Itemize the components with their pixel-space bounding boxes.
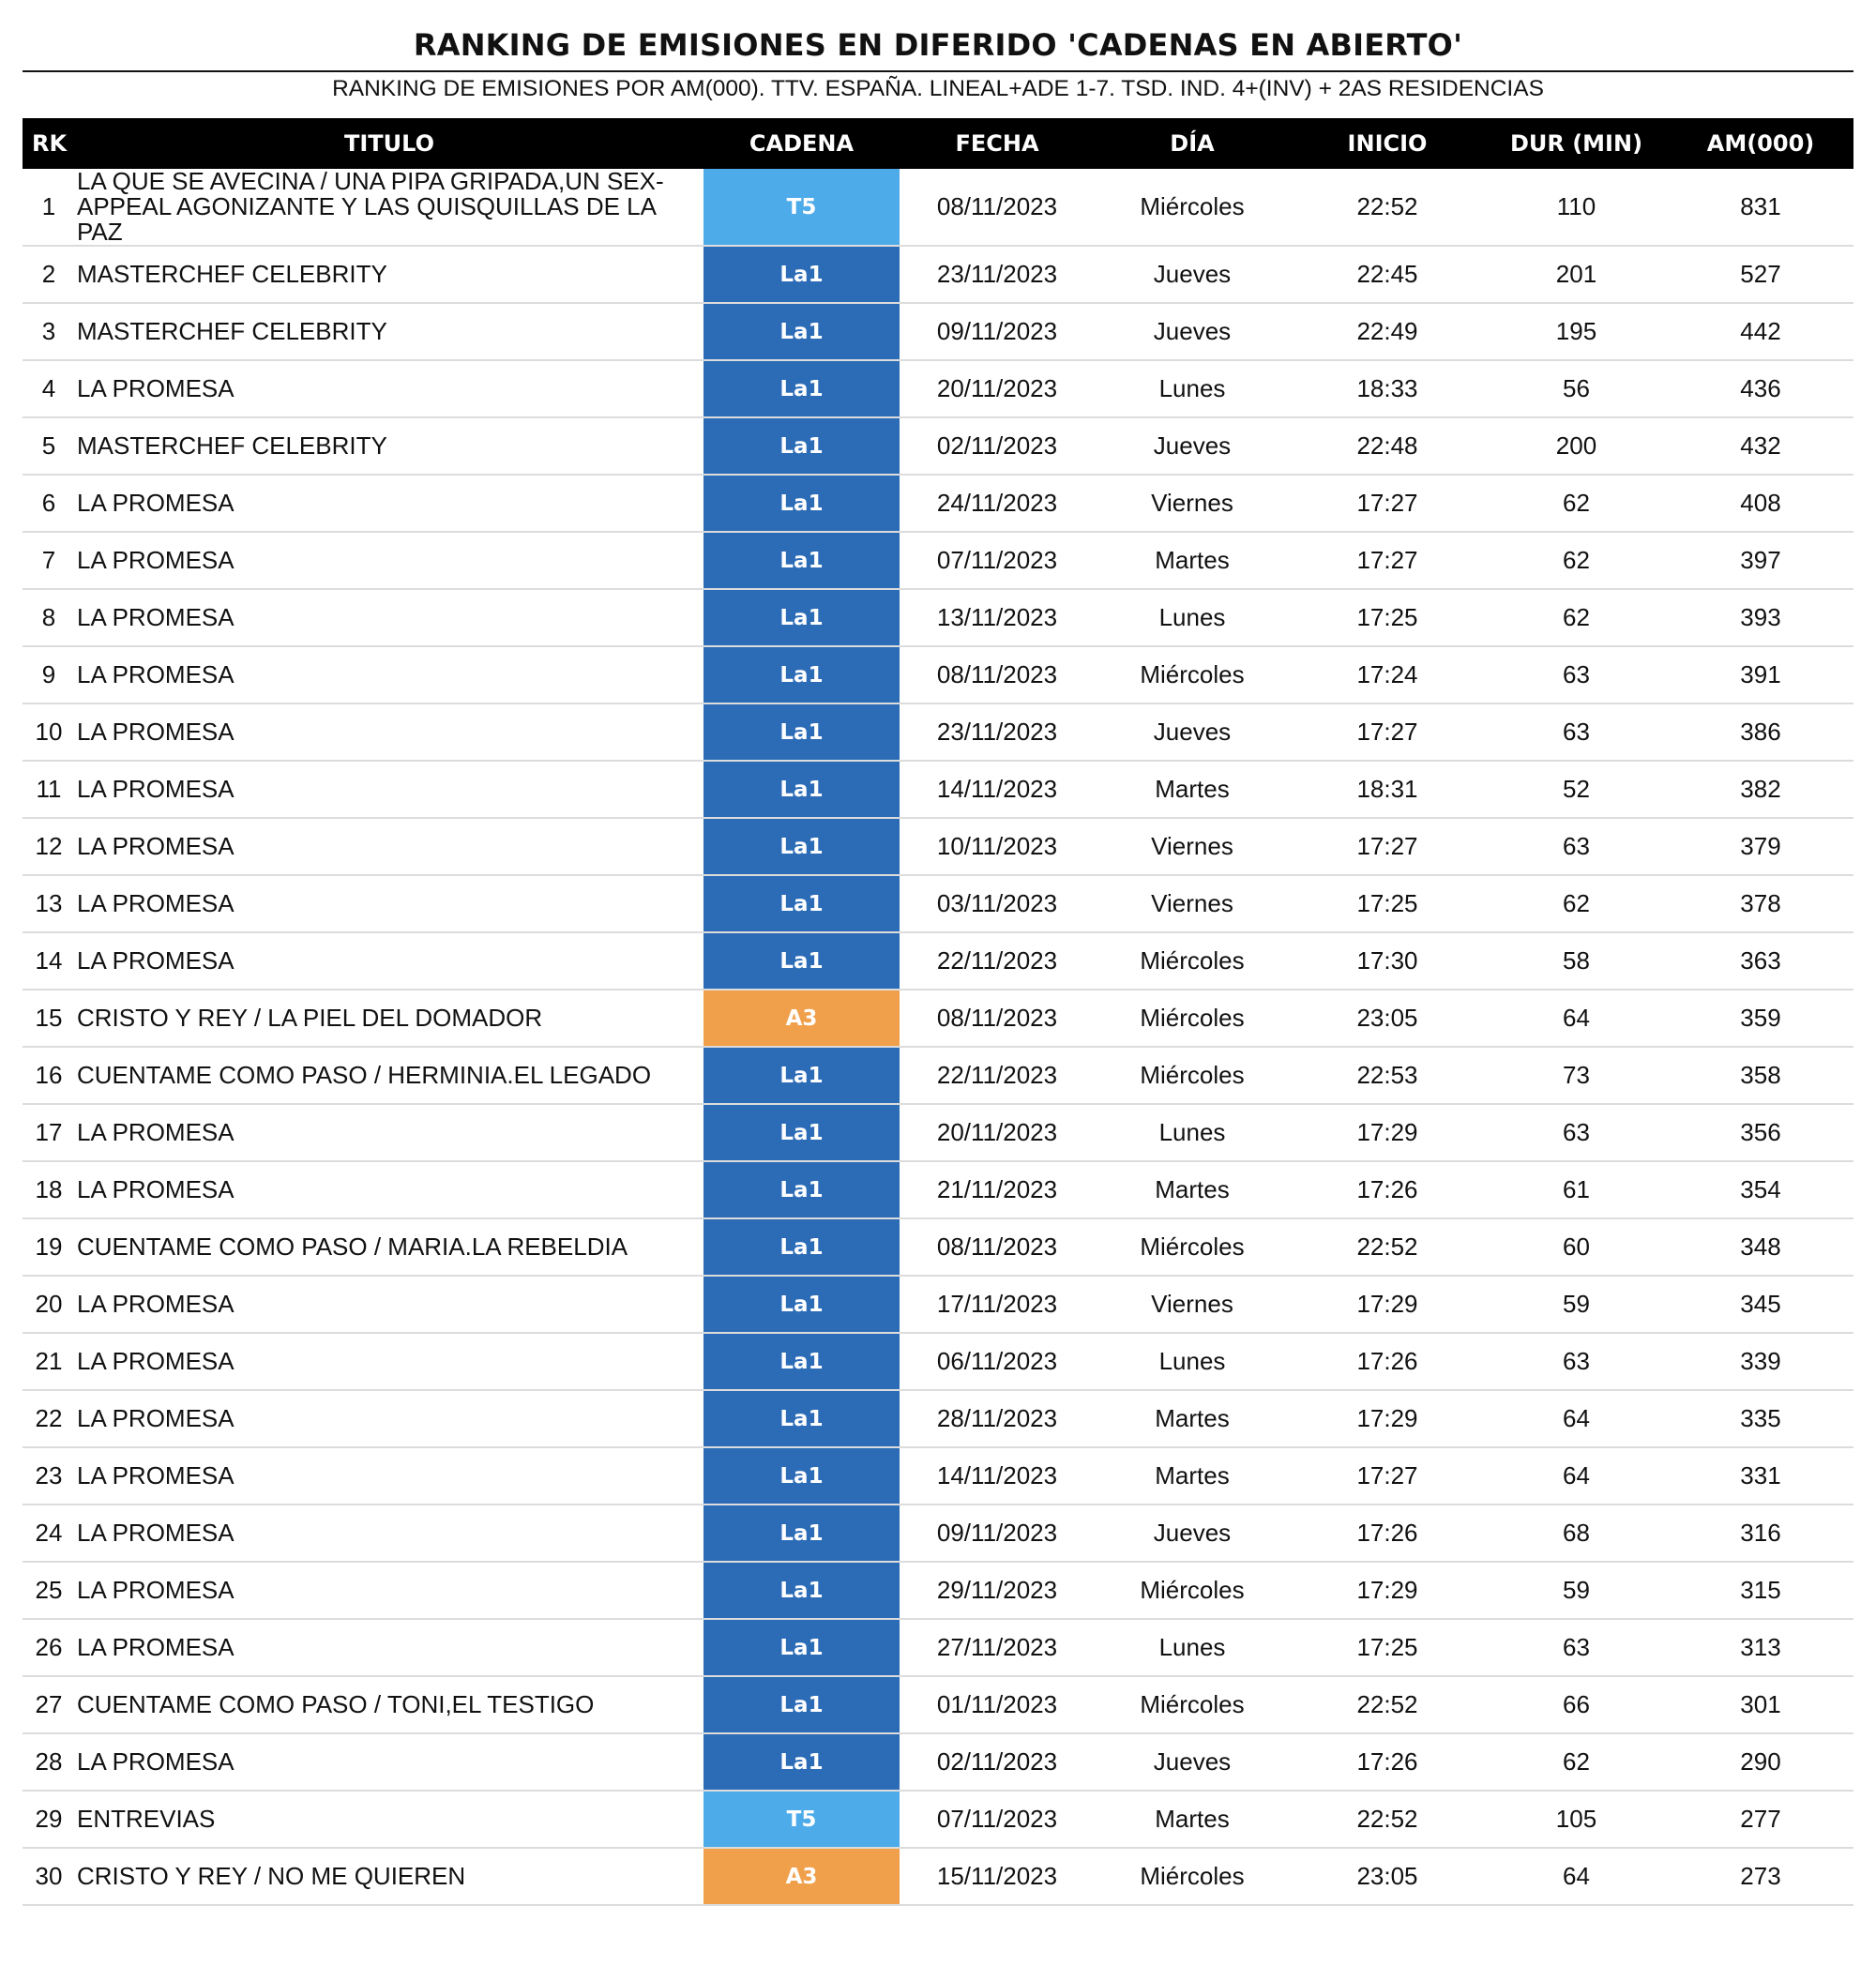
title-cell: MASTERCHEF CELEBRITY — [75, 303, 704, 360]
title-cell: CUENTAME COMO PASO / HERMINIA.EL LEGADO — [75, 1047, 704, 1104]
header-fecha: FECHA — [900, 118, 1095, 169]
table-row — [23, 1447, 1853, 1505]
rank-cell: 26 — [23, 1619, 75, 1676]
title-cell: MASTERCHEF CELEBRITY — [75, 417, 704, 475]
audience-cell: 348 — [1668, 1218, 1853, 1276]
start-time-cell: 23:05 — [1290, 990, 1485, 1047]
start-time-cell: 22:52 — [1290, 1218, 1485, 1276]
start-time-cell: 18:33 — [1290, 360, 1485, 417]
day-cell: Miércoles — [1095, 1218, 1290, 1276]
table-row — [23, 1505, 1853, 1562]
audience-cell: 335 — [1668, 1390, 1853, 1447]
table-row — [23, 417, 1853, 475]
date-cell: 29/11/2023 — [900, 1562, 1095, 1619]
channel-badge: La1 — [704, 1505, 900, 1562]
channel-badge: La1 — [704, 932, 900, 990]
day-cell: Martes — [1095, 532, 1290, 589]
duration-cell: 64 — [1485, 1848, 1668, 1905]
start-time-cell: 17:29 — [1290, 1104, 1485, 1161]
day-cell: Miércoles — [1095, 1562, 1290, 1619]
table-row — [23, 1733, 1853, 1791]
start-time-cell: 17:27 — [1290, 818, 1485, 875]
day-cell: Miércoles — [1095, 646, 1290, 703]
date-cell: 14/11/2023 — [900, 1447, 1095, 1505]
table-row — [23, 246, 1853, 303]
rank-cell: 4 — [23, 360, 75, 417]
audience-cell: 831 — [1668, 169, 1853, 246]
rank-cell: 18 — [23, 1161, 75, 1218]
start-time-cell: 17:24 — [1290, 646, 1485, 703]
start-time-cell: 17:26 — [1290, 1333, 1485, 1390]
start-time-cell: 17:29 — [1290, 1390, 1485, 1447]
date-cell: 22/11/2023 — [900, 932, 1095, 990]
header-am: AM(000) — [1668, 118, 1853, 169]
channel-badge: La1 — [704, 1562, 900, 1619]
audience-cell: 379 — [1668, 818, 1853, 875]
start-time-cell: 17:25 — [1290, 1619, 1485, 1676]
audience-cell: 408 — [1668, 475, 1853, 532]
title-cell: LA PROMESA — [75, 761, 704, 818]
channel-badge: La1 — [704, 1676, 900, 1733]
channel-badge: La1 — [704, 303, 900, 360]
date-cell: 13/11/2023 — [900, 589, 1095, 646]
duration-cell: 68 — [1485, 1505, 1668, 1562]
rank-cell: 24 — [23, 1505, 75, 1562]
rank-cell: 9 — [23, 646, 75, 703]
duration-cell: 63 — [1485, 1104, 1668, 1161]
duration-cell: 59 — [1485, 1562, 1668, 1619]
duration-cell: 64 — [1485, 1390, 1668, 1447]
table-row — [23, 1047, 1853, 1104]
audience-cell: 442 — [1668, 303, 1853, 360]
date-cell: 02/11/2023 — [900, 417, 1095, 475]
channel-badge: La1 — [704, 1218, 900, 1276]
table-row — [23, 1791, 1853, 1848]
start-time-cell: 23:05 — [1290, 1848, 1485, 1905]
table-row — [23, 818, 1853, 875]
date-cell: 24/11/2023 — [900, 475, 1095, 532]
date-cell: 07/11/2023 — [900, 1791, 1095, 1848]
table-row — [23, 1390, 1853, 1447]
title-cell: LA PROMESA — [75, 589, 704, 646]
start-time-cell: 17:29 — [1290, 1276, 1485, 1333]
title-cell: LA PROMESA — [75, 475, 704, 532]
duration-cell: 105 — [1485, 1791, 1668, 1848]
duration-cell: 195 — [1485, 303, 1668, 360]
rank-cell: 25 — [23, 1562, 75, 1619]
table-row — [23, 761, 1853, 818]
start-time-cell: 18:31 — [1290, 761, 1485, 818]
audience-cell: 331 — [1668, 1447, 1853, 1505]
audience-cell: 339 — [1668, 1333, 1853, 1390]
duration-cell: 63 — [1485, 1333, 1668, 1390]
rank-cell: 5 — [23, 417, 75, 475]
day-cell: Lunes — [1095, 1104, 1290, 1161]
date-cell: 08/11/2023 — [900, 646, 1095, 703]
channel-badge: La1 — [704, 875, 900, 932]
title-cell: LA PROMESA — [75, 1733, 704, 1791]
audience-cell: 313 — [1668, 1619, 1853, 1676]
title-cell: CRISTO Y REY / NO ME QUIEREN — [75, 1848, 704, 1905]
day-cell: Viernes — [1095, 818, 1290, 875]
date-cell: 20/11/2023 — [900, 1104, 1095, 1161]
date-cell: 23/11/2023 — [900, 703, 1095, 761]
rank-cell: 19 — [23, 1218, 75, 1276]
channel-badge: La1 — [704, 1733, 900, 1791]
rank-cell: 11 — [23, 761, 75, 818]
duration-cell: 73 — [1485, 1047, 1668, 1104]
title-cell: MASTERCHEF CELEBRITY — [75, 246, 704, 303]
duration-cell: 59 — [1485, 1276, 1668, 1333]
channel-badge: T5 — [704, 169, 900, 246]
channel-badge: La1 — [704, 1447, 900, 1505]
table-row — [23, 1276, 1853, 1333]
day-cell: Miércoles — [1095, 990, 1290, 1047]
audience-cell: 277 — [1668, 1791, 1853, 1848]
audience-cell: 356 — [1668, 1104, 1853, 1161]
audience-cell: 393 — [1668, 589, 1853, 646]
table-row — [23, 875, 1853, 932]
channel-badge: La1 — [704, 1619, 900, 1676]
duration-cell: 64 — [1485, 1447, 1668, 1505]
audience-cell: 386 — [1668, 703, 1853, 761]
table-row — [23, 1218, 1853, 1276]
date-cell: 09/11/2023 — [900, 303, 1095, 360]
ranking-table — [23, 118, 1853, 1906]
audience-cell: 345 — [1668, 1276, 1853, 1333]
channel-badge: La1 — [704, 246, 900, 303]
rank-cell: 10 — [23, 703, 75, 761]
rank-cell: 20 — [23, 1276, 75, 1333]
start-time-cell: 17:25 — [1290, 589, 1485, 646]
channel-badge: La1 — [704, 1333, 900, 1390]
channel-badge: A3 — [704, 1848, 900, 1905]
title-cell: CUENTAME COMO PASO / MARIA.LA REBELDIA — [75, 1218, 704, 1276]
rank-cell: 30 — [23, 1848, 75, 1905]
title-cell: LA PROMESA — [75, 1161, 704, 1218]
channel-badge: La1 — [704, 1161, 900, 1218]
duration-cell: 63 — [1485, 646, 1668, 703]
audience-cell: 273 — [1668, 1848, 1853, 1905]
page-subtitle: RANKING DE EMISIONES POR AM(000). TTV. ESPAÑA. LINEAL+ADE 1-7. TSD. IND. 4+(INV) + 2AS RESIDENCIAS — [332, 76, 1544, 101]
rank-cell: 14 — [23, 932, 75, 990]
channel-badge: La1 — [704, 646, 900, 703]
duration-cell: 64 — [1485, 990, 1668, 1047]
rank-cell: 6 — [23, 475, 75, 532]
table-header-row — [23, 118, 1853, 169]
title-divider — [23, 70, 1853, 72]
rank-cell: 16 — [23, 1047, 75, 1104]
day-cell: Miércoles — [1095, 1676, 1290, 1733]
audience-cell: 358 — [1668, 1047, 1853, 1104]
title-cell: LA PROMESA — [75, 646, 704, 703]
day-cell: Jueves — [1095, 417, 1290, 475]
duration-cell: 63 — [1485, 1619, 1668, 1676]
channel-badge: La1 — [704, 1047, 900, 1104]
audience-cell: 290 — [1668, 1733, 1853, 1791]
date-cell: 22/11/2023 — [900, 1047, 1095, 1104]
rank-cell: 8 — [23, 589, 75, 646]
duration-cell: 63 — [1485, 703, 1668, 761]
day-cell: Lunes — [1095, 589, 1290, 646]
date-cell: 21/11/2023 — [900, 1161, 1095, 1218]
channel-badge: La1 — [704, 360, 900, 417]
day-cell: Martes — [1095, 1447, 1290, 1505]
start-time-cell: 22:52 — [1290, 169, 1485, 246]
rank-cell: 27 — [23, 1676, 75, 1733]
start-time-cell: 17:27 — [1290, 1447, 1485, 1505]
day-cell: Jueves — [1095, 303, 1290, 360]
start-time-cell: 22:48 — [1290, 417, 1485, 475]
table-row — [23, 1333, 1853, 1390]
start-time-cell: 22:49 — [1290, 303, 1485, 360]
table-row — [23, 1619, 1853, 1676]
start-time-cell: 17:27 — [1290, 532, 1485, 589]
day-cell: Miércoles — [1095, 1848, 1290, 1905]
header-inicio: INICIO — [1290, 118, 1485, 169]
title-cell: CUENTAME COMO PASO / TONI,EL TESTIGO — [75, 1676, 704, 1733]
rank-cell: 29 — [23, 1791, 75, 1848]
date-cell: 06/11/2023 — [900, 1333, 1095, 1390]
page-title: RANKING DE EMISIONES EN DIFERIDO 'CADENAS EN ABIERTO' — [413, 27, 1463, 63]
table-row — [23, 1848, 1853, 1905]
start-time-cell: 17:29 — [1290, 1562, 1485, 1619]
channel-badge: La1 — [704, 475, 900, 532]
start-time-cell: 22:52 — [1290, 1791, 1485, 1848]
duration-cell: 60 — [1485, 1218, 1668, 1276]
date-cell: 23/11/2023 — [900, 246, 1095, 303]
title-cell: LA PROMESA — [75, 532, 704, 589]
rank-cell: 13 — [23, 875, 75, 932]
header-rk: RK — [23, 118, 75, 169]
audience-cell: 354 — [1668, 1161, 1853, 1218]
rank-cell: 1 — [23, 169, 75, 246]
duration-cell: 110 — [1485, 169, 1668, 246]
audience-cell: 527 — [1668, 246, 1853, 303]
header-cadena: CADENA — [704, 118, 900, 169]
duration-cell: 52 — [1485, 761, 1668, 818]
day-cell: Jueves — [1095, 1733, 1290, 1791]
table-row — [23, 646, 1853, 703]
audience-cell: 391 — [1668, 646, 1853, 703]
table-row — [23, 990, 1853, 1047]
day-cell: Lunes — [1095, 1333, 1290, 1390]
day-cell: Martes — [1095, 1390, 1290, 1447]
start-time-cell: 17:27 — [1290, 475, 1485, 532]
date-cell: 01/11/2023 — [900, 1676, 1095, 1733]
start-time-cell: 17:26 — [1290, 1505, 1485, 1562]
title-cell: ENTREVIAS — [75, 1791, 704, 1848]
audience-cell: 378 — [1668, 875, 1853, 932]
start-time-cell: 22:45 — [1290, 246, 1485, 303]
table-row — [23, 703, 1853, 761]
channel-badge: La1 — [704, 761, 900, 818]
day-cell: Viernes — [1095, 875, 1290, 932]
title-cell: LA PROMESA — [75, 818, 704, 875]
table-body — [23, 169, 1853, 1905]
table-row — [23, 169, 1853, 246]
start-time-cell: 17:26 — [1290, 1161, 1485, 1218]
day-cell: Viernes — [1095, 1276, 1290, 1333]
rank-cell: 22 — [23, 1390, 75, 1447]
title-cell: LA PROMESA — [75, 1333, 704, 1390]
duration-cell: 200 — [1485, 417, 1668, 475]
rank-cell: 28 — [23, 1733, 75, 1791]
start-time-cell: 17:27 — [1290, 703, 1485, 761]
audience-cell: 301 — [1668, 1676, 1853, 1733]
day-cell: Miércoles — [1095, 169, 1290, 246]
start-time-cell: 17:25 — [1290, 875, 1485, 932]
table-row — [23, 589, 1853, 646]
date-cell: 17/11/2023 — [900, 1276, 1095, 1333]
date-cell: 27/11/2023 — [900, 1619, 1095, 1676]
start-time-cell: 17:26 — [1290, 1733, 1485, 1791]
date-cell: 28/11/2023 — [900, 1390, 1095, 1447]
title-cell: LA PROMESA — [75, 932, 704, 990]
start-time-cell: 17:30 — [1290, 932, 1485, 990]
channel-badge: A3 — [704, 990, 900, 1047]
title-cell: LA PROMESA — [75, 1276, 704, 1333]
rank-cell: 23 — [23, 1447, 75, 1505]
date-cell: 03/11/2023 — [900, 875, 1095, 932]
channel-badge: La1 — [704, 532, 900, 589]
date-cell: 20/11/2023 — [900, 360, 1095, 417]
duration-cell: 62 — [1485, 532, 1668, 589]
title-cell: LA PROMESA — [75, 1104, 704, 1161]
title-cell: LA PROMESA — [75, 1505, 704, 1562]
duration-cell: 56 — [1485, 360, 1668, 417]
date-cell: 10/11/2023 — [900, 818, 1095, 875]
title-cell: LA PROMESA — [75, 360, 704, 417]
channel-badge: La1 — [704, 818, 900, 875]
date-cell: 02/11/2023 — [900, 1733, 1095, 1791]
header-dia: DÍA — [1095, 118, 1290, 169]
rank-cell: 17 — [23, 1104, 75, 1161]
channel-badge: La1 — [704, 1104, 900, 1161]
title-cell: LA QUE SE AVECINA / UNA PIPA GRIPADA,UN SEX-APPEAL AGONIZANTE Y LAS QUISQUILLAS DE LA PAZ — [75, 169, 704, 246]
start-time-cell: 22:52 — [1290, 1676, 1485, 1733]
table-row — [23, 1676, 1853, 1733]
duration-cell: 201 — [1485, 246, 1668, 303]
title-cell: LA PROMESA — [75, 1562, 704, 1619]
channel-badge: La1 — [704, 1276, 900, 1333]
day-cell: Martes — [1095, 1791, 1290, 1848]
date-cell: 14/11/2023 — [900, 761, 1095, 818]
day-cell: Martes — [1095, 761, 1290, 818]
table-row — [23, 360, 1853, 417]
day-cell: Jueves — [1095, 246, 1290, 303]
header-dur: DUR (MIN) — [1485, 118, 1668, 169]
date-cell: 08/11/2023 — [900, 1218, 1095, 1276]
date-cell: 08/11/2023 — [900, 169, 1095, 246]
title-cell: LA PROMESA — [75, 703, 704, 761]
start-time-cell: 22:53 — [1290, 1047, 1485, 1104]
channel-badge: La1 — [704, 703, 900, 761]
day-cell: Lunes — [1095, 1619, 1290, 1676]
date-cell: 15/11/2023 — [900, 1848, 1095, 1905]
channel-badge: T5 — [704, 1791, 900, 1848]
table-row — [23, 303, 1853, 360]
channel-badge: La1 — [704, 417, 900, 475]
duration-cell: 62 — [1485, 1733, 1668, 1791]
rank-cell: 15 — [23, 990, 75, 1047]
duration-cell: 62 — [1485, 475, 1668, 532]
title-cell: LA PROMESA — [75, 1619, 704, 1676]
title-cell: CRISTO Y REY / LA PIEL DEL DOMADOR — [75, 990, 704, 1047]
rank-cell: 12 — [23, 818, 75, 875]
title-cell: LA PROMESA — [75, 1447, 704, 1505]
audience-cell: 432 — [1668, 417, 1853, 475]
rank-cell: 7 — [23, 532, 75, 589]
table-row — [23, 1562, 1853, 1619]
rank-cell: 21 — [23, 1333, 75, 1390]
duration-cell: 58 — [1485, 932, 1668, 990]
audience-cell: 316 — [1668, 1505, 1853, 1562]
audience-cell: 436 — [1668, 360, 1853, 417]
day-cell: Miércoles — [1095, 1047, 1290, 1104]
rank-cell: 2 — [23, 246, 75, 303]
table-row — [23, 1104, 1853, 1161]
audience-cell: 315 — [1668, 1562, 1853, 1619]
title-cell: LA PROMESA — [75, 1390, 704, 1447]
duration-cell: 62 — [1485, 875, 1668, 932]
channel-badge: La1 — [704, 589, 900, 646]
day-cell: Miércoles — [1095, 932, 1290, 990]
header-titulo: TITULO — [75, 118, 704, 169]
table-row — [23, 475, 1853, 532]
day-cell: Lunes — [1095, 360, 1290, 417]
table-row — [23, 1161, 1853, 1218]
duration-cell: 62 — [1485, 589, 1668, 646]
channel-badge: La1 — [704, 1390, 900, 1447]
date-cell: 09/11/2023 — [900, 1505, 1095, 1562]
audience-cell: 363 — [1668, 932, 1853, 990]
date-cell: 08/11/2023 — [900, 990, 1095, 1047]
day-cell: Jueves — [1095, 703, 1290, 761]
date-cell: 07/11/2023 — [900, 532, 1095, 589]
duration-cell: 66 — [1485, 1676, 1668, 1733]
table-row — [23, 532, 1853, 589]
audience-cell: 359 — [1668, 990, 1853, 1047]
rank-cell: 3 — [23, 303, 75, 360]
day-cell: Viernes — [1095, 475, 1290, 532]
table-row — [23, 932, 1853, 990]
title-cell: LA PROMESA — [75, 875, 704, 932]
day-cell: Jueves — [1095, 1505, 1290, 1562]
audience-cell: 397 — [1668, 532, 1853, 589]
duration-cell: 61 — [1485, 1161, 1668, 1218]
duration-cell: 63 — [1485, 818, 1668, 875]
audience-cell: 382 — [1668, 761, 1853, 818]
day-cell: Martes — [1095, 1161, 1290, 1218]
